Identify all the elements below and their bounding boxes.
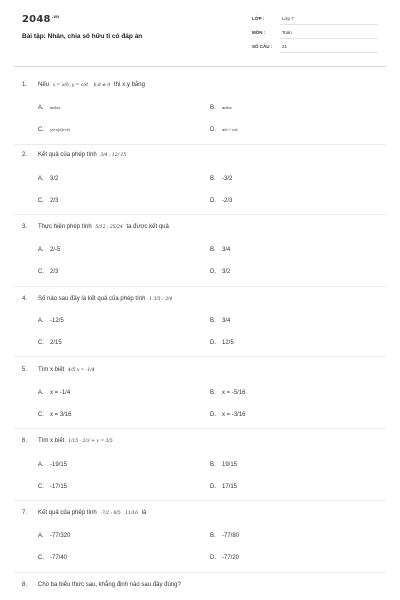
option-value: -2/3 [222, 198, 233, 204]
option-letter: B. [210, 247, 216, 253]
header-divider [14, 66, 386, 67]
site-logo[interactable] [22, 14, 59, 25]
option-value: -3/2 [222, 176, 233, 182]
option-letter: C. [38, 269, 44, 275]
option-value: 2/15 [50, 340, 62, 346]
question-number: 7. [22, 510, 28, 516]
option-letter: B. [210, 318, 216, 324]
option-c[interactable] [38, 127, 70, 133]
option-a[interactable] [38, 105, 60, 111]
question-text-part: Tìm x biết [38, 367, 65, 373]
meta-info [252, 12, 378, 54]
question-number: 1. [22, 82, 28, 88]
option-d[interactable] [210, 484, 237, 490]
question-number: 6. [22, 438, 28, 444]
option-d[interactable] [210, 340, 234, 346]
option-a[interactable] [38, 318, 64, 324]
option-letter: A. [38, 247, 44, 253]
question-number: 4. [22, 296, 28, 302]
option-value: x = 3/16 [50, 412, 72, 418]
option-b[interactable] [210, 533, 239, 539]
option-value: x = -3/16 [222, 412, 246, 418]
option-d[interactable] [210, 198, 232, 204]
option-letter: A. [38, 176, 44, 182]
option-letter: B. [210, 105, 216, 111]
option-value: 12/5 [222, 340, 234, 346]
question-separator [14, 572, 386, 573]
meta-value: Toán [282, 30, 292, 35]
option-letter: C. [38, 198, 44, 204]
option-value: -12/5 [50, 318, 64, 324]
question-number: 8. [22, 582, 28, 588]
page-header [0, 0, 400, 66]
meta-label: MÔN : [252, 30, 266, 35]
question-text-part: Kết quả của phép tính [38, 510, 97, 516]
option-letter: A. [38, 533, 44, 539]
question-separator [14, 500, 386, 501]
option-letter: C. [38, 127, 44, 133]
option-value: -77/20 [222, 555, 240, 561]
meta-underline [280, 24, 378, 25]
option-d[interactable] [210, 412, 246, 418]
question-number: 3. [22, 224, 28, 230]
meta-label: LỚP : [252, 16, 265, 21]
option-value: ad/bc [222, 105, 232, 110]
option-b[interactable] [210, 176, 232, 182]
meta-row-grade [252, 12, 378, 26]
question-text-part: Thực hiện phép tính [38, 224, 92, 230]
question-text [38, 82, 145, 88]
option-b[interactable] [210, 247, 230, 253]
option-letter: D. [210, 269, 216, 275]
option-a[interactable] [38, 247, 60, 253]
option-c[interactable] [38, 412, 72, 418]
question-separator [14, 214, 386, 215]
question-math: 3/4 . 12/-15 [100, 153, 127, 158]
option-letter: D. [210, 340, 216, 346]
logo-tld: .vn [51, 14, 60, 19]
option-b[interactable] [210, 105, 232, 111]
option-a[interactable] [38, 176, 58, 182]
option-letter: D. [210, 198, 216, 204]
option-d[interactable] [210, 127, 237, 133]
question-separator [14, 428, 386, 429]
option-letter: B. [210, 176, 216, 182]
option-d[interactable] [210, 269, 230, 275]
option-value: x = -5/16 [222, 390, 246, 396]
question-text [38, 224, 169, 230]
option-value: -77/80 [222, 533, 240, 539]
option-letter: D. [210, 555, 216, 561]
option-letter: A. [38, 462, 44, 468]
option-value: 3/2 [222, 269, 231, 275]
option-value: -77/320 [50, 533, 71, 539]
option-a[interactable] [38, 533, 70, 539]
option-value: 2/-5 [50, 247, 61, 253]
logo-text: 2048 [22, 14, 51, 25]
meta-underline [280, 52, 378, 53]
option-value: -77/40 [50, 555, 68, 561]
option-value: 3/4 [222, 318, 231, 324]
option-value: ac/bd [50, 105, 60, 110]
option-letter: D. [210, 127, 216, 133]
option-b[interactable] [210, 390, 246, 396]
question-text [38, 296, 174, 302]
option-letter: B. [210, 533, 216, 539]
option-letter: C. [38, 412, 44, 418]
option-value: 17/15 [222, 484, 238, 490]
question-number: 2. [22, 152, 28, 158]
option-b[interactable] [210, 462, 237, 468]
meta-label: SỐ CÂU : [252, 44, 273, 49]
question-math: 4/5 x = -1/4 [68, 368, 95, 373]
page-title: Bài tập: Nhân, chia số hữu tỉ có đáp án [22, 33, 143, 40]
option-value: a/b + c/d [222, 127, 238, 132]
question-text [38, 438, 115, 444]
option-letter: B. [210, 462, 216, 468]
option-value: x = -1/4 [50, 390, 71, 396]
option-value: 2/3 [50, 269, 59, 275]
option-value: -17/15 [50, 484, 68, 490]
option-b[interactable] [210, 318, 230, 324]
option-letter: C. [38, 484, 44, 490]
option-a[interactable] [38, 390, 70, 396]
option-c[interactable] [38, 484, 67, 490]
option-value: 2/3 [50, 198, 59, 204]
option-letter: D. [210, 412, 216, 418]
option-d[interactable] [210, 555, 239, 561]
question-text [38, 510, 146, 516]
meta-row-subject [252, 26, 378, 40]
question-text [38, 582, 181, 588]
option-letter: D. [210, 484, 216, 490]
question-math: -7/2 : 8/5 . 11/16 [100, 511, 139, 516]
question-separator [14, 356, 386, 357]
option-letter: C. [38, 555, 44, 561]
option-letter: B. [210, 390, 216, 396]
question-math: 1 3/5 : 3/4 [149, 297, 173, 302]
question-text-part: thì x.y bằng [113, 82, 145, 88]
option-value: -19/15 [50, 462, 68, 468]
option-letter: A. [38, 105, 44, 111]
option-c[interactable] [38, 340, 62, 346]
option-c[interactable] [38, 555, 67, 561]
question-text-part: Số nào sau đây là kết quả của phép tính [38, 296, 146, 302]
question-text-part: Cho ba biểu thức sau, khẳng định nào sau đây đúng? [38, 582, 181, 588]
option-value: 3/2 [50, 176, 59, 182]
question-math: 1/15 - 2/3 + x = 3/5 [68, 439, 113, 444]
option-c[interactable] [38, 198, 58, 204]
option-a[interactable] [38, 462, 67, 468]
question-text-part: Nếu [38, 82, 50, 88]
question-text-part: ta được kết quả [126, 224, 169, 230]
option-letter: A. [38, 390, 44, 396]
question-text [38, 152, 128, 158]
meta-value: Lớp 7 [282, 16, 294, 21]
question-text-part: Tìm x biết [38, 438, 65, 444]
question-number: 5. [22, 367, 28, 373]
question-text-part: Kết quả của phép tính [38, 152, 97, 158]
option-letter: A. [38, 318, 44, 324]
meta-underline [280, 38, 378, 39]
meta-value: 21 [282, 44, 288, 49]
question-math: b,d ≠ 0 [93, 83, 111, 88]
option-value: 3/4 [222, 247, 231, 253]
meta-row-count [252, 40, 378, 54]
option-value: (a+c)/(b+d) [50, 127, 70, 132]
question-text-part: là [141, 510, 147, 516]
question-separator [14, 144, 386, 145]
option-c[interactable] [38, 269, 58, 275]
question-math: x = a/b, y = c/d [52, 83, 88, 88]
option-value: 19/15 [222, 462, 238, 468]
question-separator [14, 286, 386, 287]
question-math: 5/12 : 25/24 [95, 225, 123, 230]
option-letter: C. [38, 340, 44, 346]
question-text [38, 367, 97, 373]
